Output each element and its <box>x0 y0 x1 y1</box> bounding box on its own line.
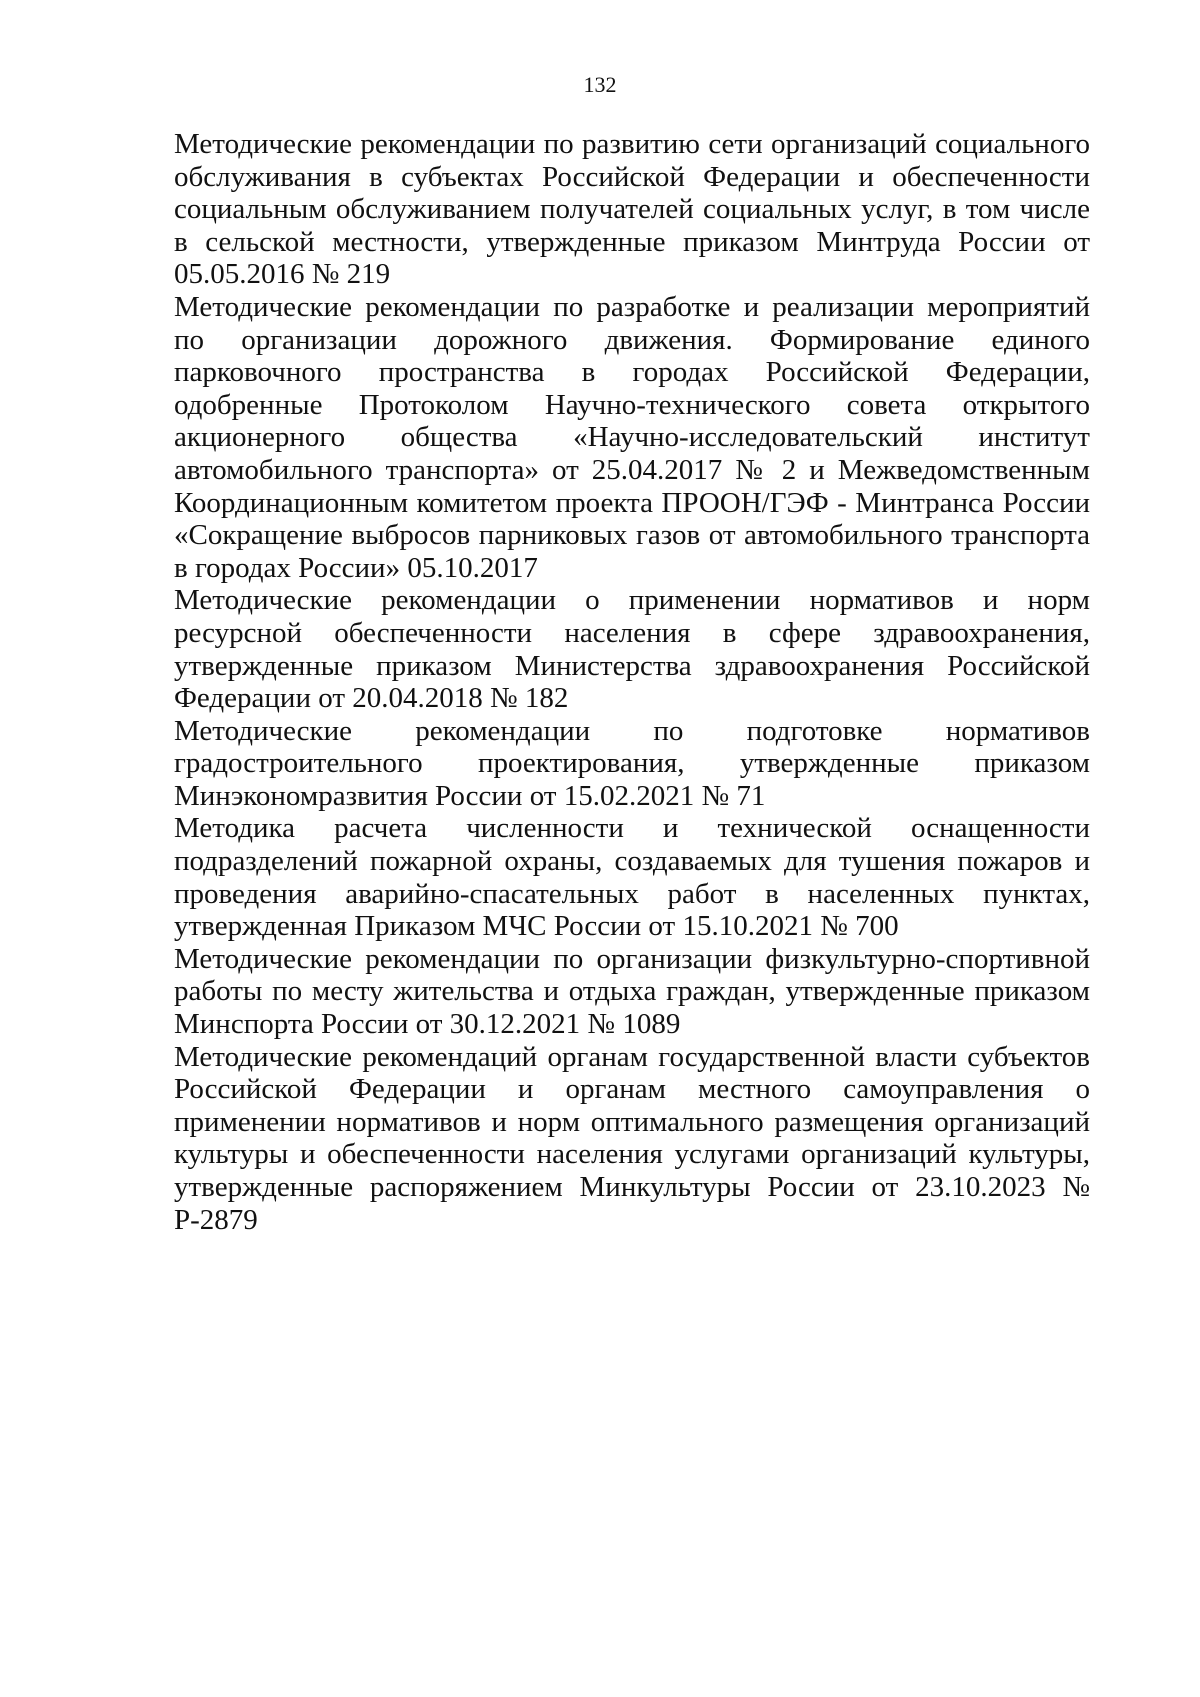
page-number: 132 <box>583 72 617 97</box>
regulation-entry: Методические рекомендации по развитию сети организаций социального обслуживания в субъектах Российской Федерации и обеспеченности социальным обслуживанием получателей социальных услуг, в том числе в сельской местности, утвержденные приказом Минтруда России от 05.05.2016 № 219 <box>174 128 1090 291</box>
regulation-entry: Методические рекомендации по подготовке нормативов градостроительного проектирования, утвержденные приказом Минэкономразвития России от 15.02.2021 № 71 <box>174 714 1090 812</box>
regulation-entry: Методические рекомендаций органам государственной власти субъектов Российской Федерации и органам местного самоуправления о применении нормативов и норм оптимального размещения организаций культуры и обеспеченности населения услугами организаций культуры, утвержденные распоряжением Минкультуры России от 23.10.2023 № Р-2879 <box>174 1040 1090 1236</box>
regulation-entry: Методические рекомендации по организации физкультурно-спортивной работы по месту жительства и отдыха граждан, утвержденные приказом Минспорта России от 30.12.2021 № 1089 <box>174 942 1090 1041</box>
regulation-entry: Методические рекомендации по разработке и реализации мероприятий по организации дорожного движения. Формирование единого парковочного пространства в городах Российской Федерации, одобренные Протоколом Научно-технического совета открытого акционерного общества «Научно-исследовательский институт автомобильного транспорта» от 25.04.2017 № 2 и Межведомственным Координационным комитетом проекта ПРООН/ГЭФ - Минтранса России «Сокращение выбросов парниковых газов от автомобильного транспорта в городах России» 05.10.2017 <box>174 290 1090 584</box>
regulation-entry: Методика расчета численности и технической оснащенности подразделений пожарной охраны, создаваемых для тушения пожаров и проведения аварийно-спасательных работ в населенных пунктах, утвержденная Приказом МЧС России от 15.10.2021 № 700 <box>174 812 1090 943</box>
regulation-list <box>174 128 1090 1236</box>
regulation-entry: Методические рекомендации о применении нормативов и норм ресурсной обеспеченности населения в сфере здравоохранения, утвержденные приказом Министерства здравоохранения Российской Федерации от 20.04.2018 № 182 <box>174 584 1090 715</box>
